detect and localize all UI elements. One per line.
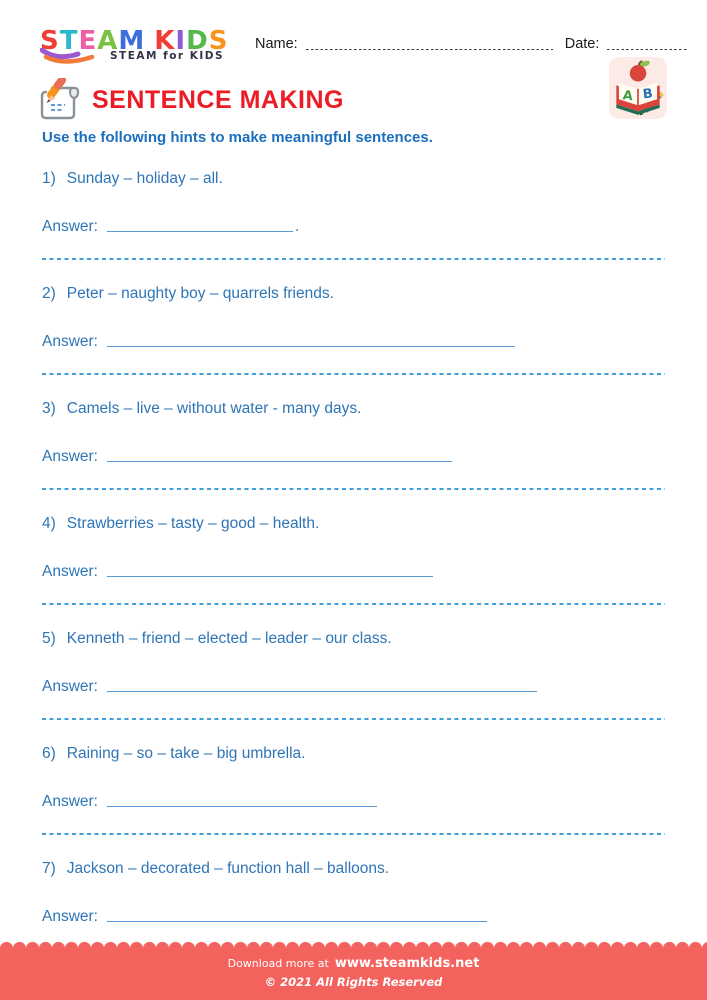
dashed-separator xyxy=(42,258,665,260)
question-hints: Strawberries – tasty – good – health. xyxy=(66,515,320,532)
questions-section xyxy=(0,146,707,975)
question-text xyxy=(42,170,665,188)
question-block-1 xyxy=(42,170,665,285)
answer-write-line[interactable] xyxy=(107,227,293,232)
logo-letter: S xyxy=(40,26,60,56)
date-fill-line[interactable] xyxy=(607,39,687,50)
logo-letter: D xyxy=(186,26,209,56)
logo-letter: T xyxy=(59,26,79,56)
question-hints: Jackson – decorated – function hall – balloons. xyxy=(66,860,390,877)
answer-label: Answer: xyxy=(42,563,98,580)
logo-letter: I xyxy=(175,26,187,56)
question-number: 7) xyxy=(42,860,56,877)
question-number: 5) xyxy=(42,630,56,647)
name-label: Name: xyxy=(255,36,298,52)
answer-row xyxy=(42,218,665,236)
question-hints: Kenneth – friend – elected – leader – our class. xyxy=(66,630,392,647)
question-block-4 xyxy=(42,515,665,630)
question-hints: Sunday – holiday – all. xyxy=(66,170,223,187)
svg-text:A: A xyxy=(621,88,634,105)
answer-label: Answer: xyxy=(42,793,98,810)
instruction-text: Use the following hints to make meaningful sentences. xyxy=(42,129,433,146)
ab-book-icon xyxy=(612,59,664,117)
question-block-3 xyxy=(42,400,665,515)
dashed-separator xyxy=(42,718,665,720)
header xyxy=(0,0,707,64)
question-block-2 xyxy=(42,285,665,400)
answer-suffix: . xyxy=(295,218,300,235)
question-number: 4) xyxy=(42,515,56,532)
writing-scroll-icon xyxy=(38,78,84,122)
answer-write-line[interactable] xyxy=(107,687,537,692)
logo-letter: A xyxy=(97,26,119,56)
copyright-text: © 2021 All Rights Reserved xyxy=(264,975,443,989)
logo-letter: M xyxy=(118,26,146,56)
logo-letter: K xyxy=(154,26,176,56)
download-more-text: Download more at xyxy=(227,957,329,970)
question-number: 1) xyxy=(42,170,56,187)
name-fill-line[interactable] xyxy=(306,39,553,50)
title-row xyxy=(0,64,707,122)
answer-write-line[interactable] xyxy=(107,802,377,807)
answer-row xyxy=(42,333,665,351)
question-hints: Peter – naughty boy – quarrels friends. xyxy=(66,285,334,302)
answer-row xyxy=(42,678,665,696)
answer-label: Answer: xyxy=(42,908,98,925)
logo-swoosh-icon xyxy=(40,48,102,64)
page-title: SENTENCE MAKING xyxy=(92,85,344,114)
question-text xyxy=(42,630,665,648)
answer-write-line[interactable] xyxy=(107,342,515,347)
answer-row xyxy=(42,563,665,581)
answer-write-line[interactable] xyxy=(107,572,433,577)
name-date-row xyxy=(255,28,687,52)
dashed-separator xyxy=(42,373,665,375)
question-text xyxy=(42,285,665,303)
footer xyxy=(0,948,707,1000)
ab-book-badge xyxy=(609,57,667,119)
answer-row xyxy=(42,793,665,811)
svg-text:B: B xyxy=(642,86,654,103)
logo-tagline: STEAM for KIDS xyxy=(110,50,225,62)
question-number: 3) xyxy=(42,400,56,417)
answer-label: Answer: xyxy=(42,448,98,465)
date-label: Date: xyxy=(564,36,600,52)
question-text xyxy=(42,515,665,533)
answer-write-line[interactable] xyxy=(107,457,452,462)
scallop-edge xyxy=(0,939,707,948)
dashed-separator xyxy=(42,488,665,490)
steam-kids-logo xyxy=(40,28,255,64)
logo-letter: S xyxy=(208,26,229,56)
question-hints: Raining – so – take – big umbrella. xyxy=(66,745,306,762)
question-block-5 xyxy=(42,630,665,745)
logo-letter: E xyxy=(78,26,98,56)
question-text xyxy=(42,400,665,418)
question-hints: Camels – live – without water - many days. xyxy=(66,400,362,417)
answer-label: Answer: xyxy=(42,333,98,350)
question-number: 2) xyxy=(42,285,56,302)
dashed-separator xyxy=(42,603,665,605)
website-link[interactable]: www.steamkids.net xyxy=(334,956,480,971)
answer-row xyxy=(42,448,665,466)
answer-write-line[interactable] xyxy=(107,917,487,922)
question-text xyxy=(42,860,665,878)
dashed-separator xyxy=(42,833,665,835)
question-text xyxy=(42,745,665,763)
question-block-6 xyxy=(42,745,665,860)
answer-label: Answer: xyxy=(42,678,98,695)
question-number: 6) xyxy=(42,745,56,762)
answer-row xyxy=(42,908,665,926)
answer-label: Answer: xyxy=(42,218,98,235)
